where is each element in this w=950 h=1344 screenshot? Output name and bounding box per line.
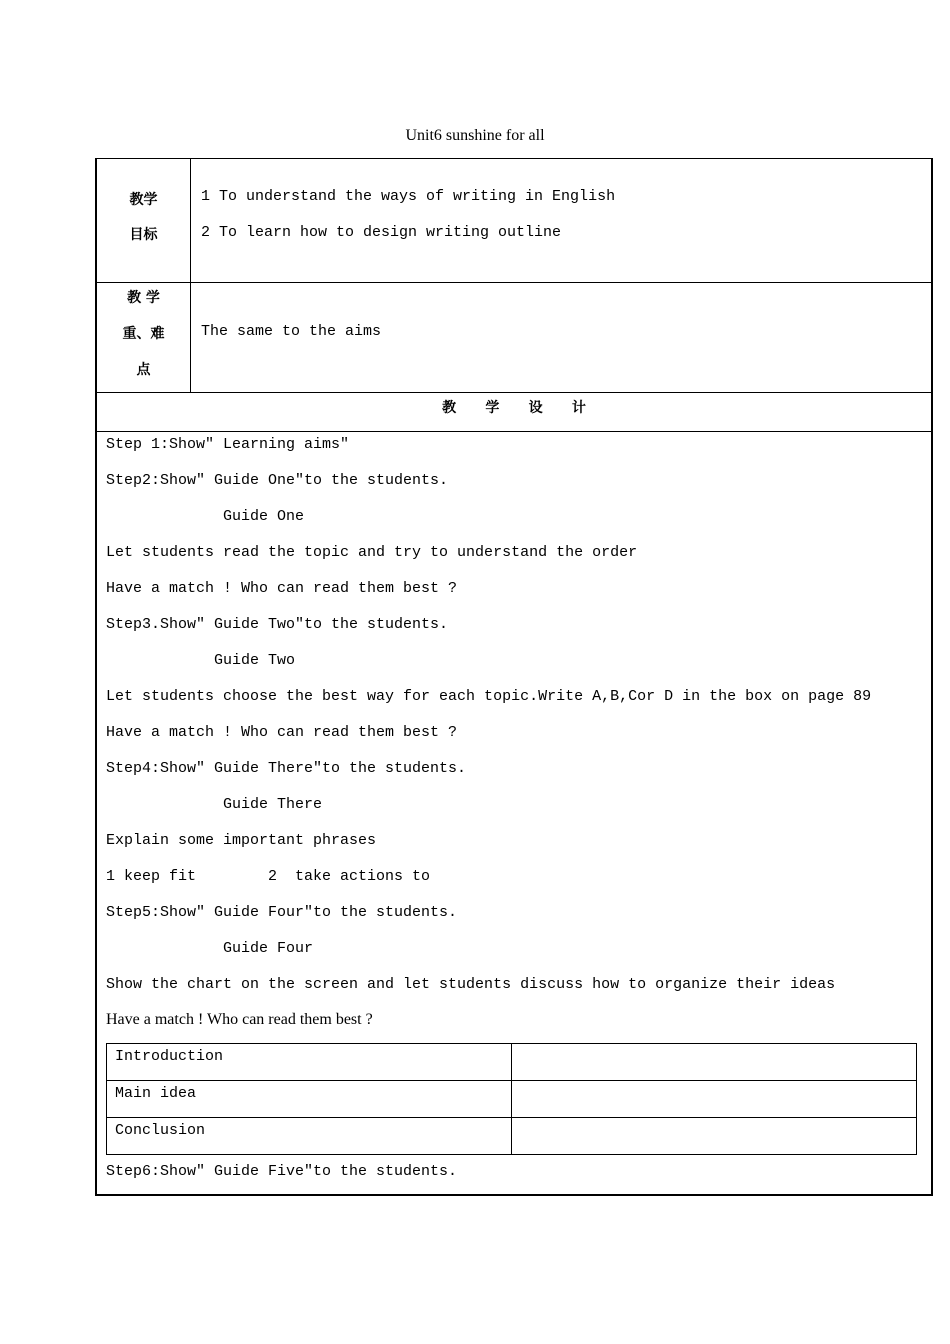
key-points-row — [97, 283, 931, 393]
outline-label-cell: Introduction — [107, 1044, 512, 1081]
step-line: Have a match ! Who can read them best ? — [106, 580, 458, 597]
key-points-text: The same to the aims — [201, 323, 382, 340]
design-heading: 教 学 设 计 — [442, 400, 586, 416]
objective-item: 1 To understand the ways of writing in English — [201, 188, 616, 205]
step-line: Step4:Show″ Guide There″to the students. — [106, 760, 467, 777]
outline-value-cell — [512, 1118, 917, 1155]
lesson-plan-table — [95, 158, 933, 1196]
key-points-label-line2: 重、难 — [122, 326, 165, 342]
step-line: Guide Two — [106, 652, 296, 669]
table-row — [107, 1118, 917, 1155]
objective-item: 2 To learn how to design writing outline — [201, 224, 562, 241]
objectives-label-line1: 教学 — [129, 192, 158, 208]
step-line: Step5:Show″ Guide Four″to the students. — [106, 904, 458, 921]
step-line: Show the chart on the screen and let students discuss how to organize their ideas — [106, 976, 836, 993]
outline-label-cell: Main idea — [107, 1081, 512, 1118]
outline-value-cell — [512, 1044, 917, 1081]
key-points-label-line1: 教 学 — [127, 290, 160, 306]
step-line: Let students choose the best way for each topic.Write A,B,Cor D in the box on page 89 — [106, 688, 872, 705]
step-line: Guide There — [106, 796, 323, 813]
step-line: Guide Four — [106, 940, 314, 957]
step-line: 1 keep fit 2 take actions to — [106, 868, 431, 885]
step-line: Step3.Show″ Guide Two″to the students. — [106, 616, 449, 633]
design-heading-row — [97, 393, 931, 432]
objectives-label-line2: 目标 — [129, 227, 158, 243]
objectives-content — [201, 159, 931, 282]
document-title: Unit6 sunshine for all — [405, 127, 545, 144]
outline-label-cell: Conclusion — [107, 1118, 512, 1155]
step-line: Have a match ! Who can read them best ? — [106, 1011, 373, 1028]
outline-value-cell — [512, 1081, 917, 1118]
step-line: Explain some important phrases — [106, 832, 377, 849]
step-line: Have a match ! Who can read them best ? — [106, 724, 458, 741]
step-line: Step6:Show″ Guide Five″to the students. — [106, 1163, 458, 1180]
step-line: Let students read the topic and try to understand the order — [106, 544, 638, 561]
key-points-content — [201, 283, 931, 392]
table-row — [107, 1081, 917, 1118]
key-points-label-line3: 点 — [136, 362, 151, 378]
step-line: Guide One — [106, 508, 305, 525]
objectives-label — [97, 159, 191, 282]
key-points-label — [97, 283, 191, 392]
step-line: Step 1:Show″ Learning aims″ — [106, 436, 350, 453]
objectives-row — [97, 159, 931, 283]
writing-outline-table — [106, 1043, 917, 1155]
table-row — [107, 1044, 917, 1081]
step-line: Step2:Show″ Guide One″to the students. — [106, 472, 449, 489]
